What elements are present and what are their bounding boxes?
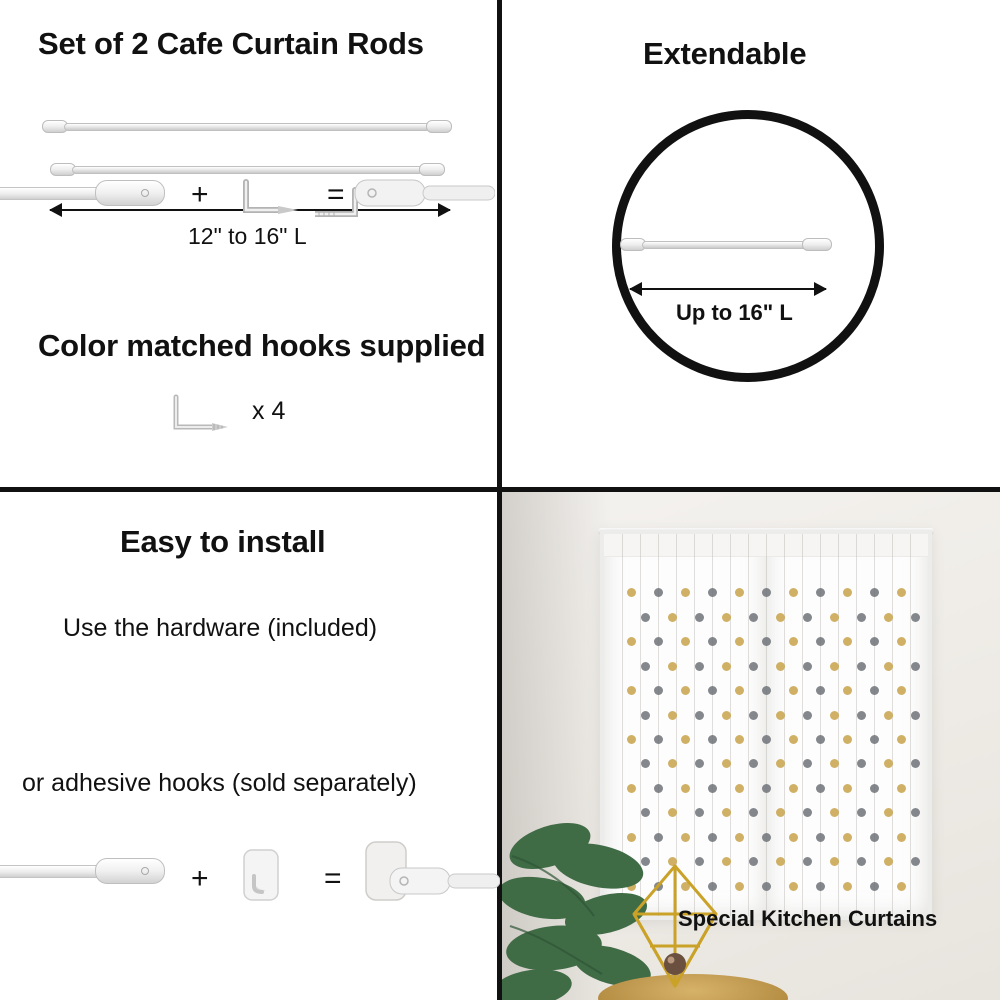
rod-cap-right bbox=[426, 120, 452, 133]
rod-with-adhesive-hook-icon bbox=[360, 838, 500, 924]
install-option-hardware-label: Use the hardware (included) bbox=[63, 614, 378, 642]
rod-eye-hole bbox=[141, 189, 149, 197]
rod-eye-hole bbox=[141, 867, 149, 875]
rod-shaft bbox=[0, 865, 109, 878]
panel-set-of-2 bbox=[0, 0, 497, 487]
rod-with-hook-icon bbox=[315, 170, 495, 242]
panel-title-extendable: Extendable bbox=[643, 36, 807, 71]
panel-kitchen-curtains-photo bbox=[502, 492, 1000, 1000]
rod-shaft bbox=[642, 241, 810, 249]
arrow-head-left-icon bbox=[629, 282, 642, 296]
extendable-rod-icon bbox=[620, 238, 832, 251]
rod-cap-right bbox=[802, 238, 832, 251]
arrow-head-right-icon bbox=[814, 282, 827, 296]
rod-shaft bbox=[0, 187, 109, 200]
rod-end-cap bbox=[95, 858, 165, 884]
dimension-arrow bbox=[630, 288, 826, 290]
plus-symbol: + bbox=[191, 862, 209, 895]
adhesive-hook-icon bbox=[232, 848, 290, 908]
rod-end-cap bbox=[95, 180, 165, 206]
rod-end-icon bbox=[0, 180, 165, 206]
curtain-rod-icon bbox=[42, 120, 452, 133]
plus-symbol: + bbox=[191, 178, 209, 211]
equals-symbol: = bbox=[324, 862, 342, 895]
install-option-adhesive-label: or adhesive hooks (sold separately) bbox=[22, 769, 417, 797]
rod-end-icon bbox=[0, 858, 165, 884]
photo-caption: Special Kitchen Curtains bbox=[678, 906, 938, 931]
dimension-label-extendable: Up to 16" L bbox=[676, 300, 793, 325]
panel-extendable bbox=[502, 0, 1000, 487]
l-hook-icon bbox=[236, 178, 306, 226]
panel-title-set-of-2: Set of 2 Cafe Curtain Rods bbox=[38, 26, 424, 61]
equals-symbol: = bbox=[327, 178, 345, 211]
hooks-supplied-title: Color matched hooks supplied bbox=[38, 328, 486, 363]
l-hook-icon bbox=[168, 393, 236, 441]
room-scene bbox=[502, 492, 1000, 1000]
hook-quantity-label: x 4 bbox=[252, 397, 286, 425]
dimension-label-length: 12" to 16" L bbox=[188, 223, 307, 249]
rod-shaft bbox=[64, 123, 430, 131]
panel-title-easy-install: Easy to install bbox=[120, 524, 326, 559]
